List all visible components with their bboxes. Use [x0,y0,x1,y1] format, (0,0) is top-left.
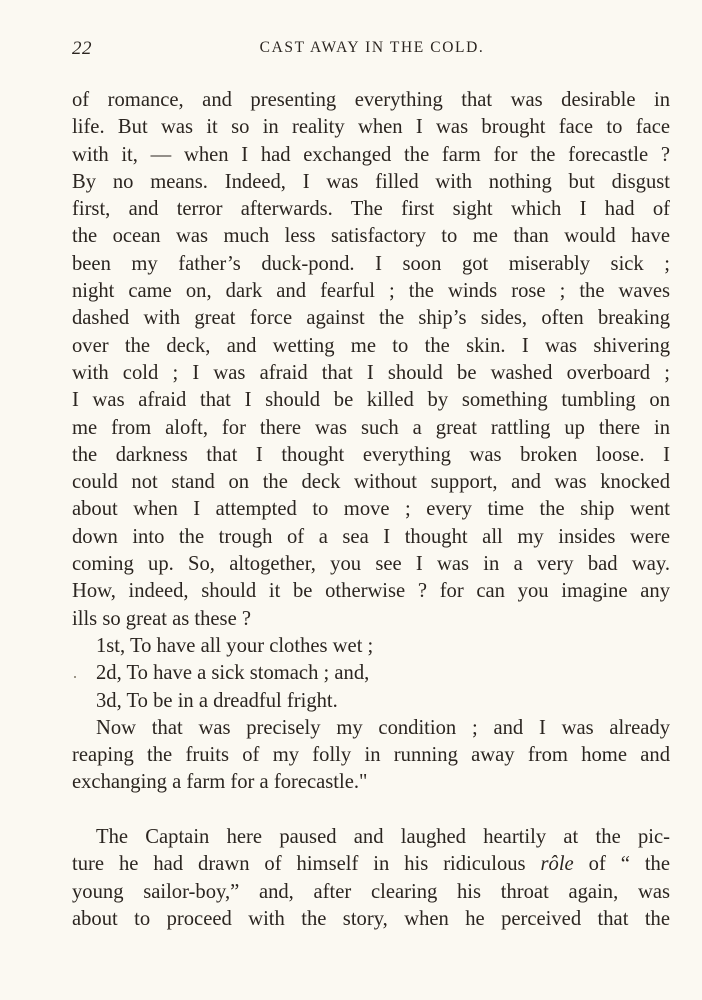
text-line: been my father’s duck-pond. I soon got miserably sick ; [72,252,670,275]
print-speck [74,676,76,678]
text-segment: ture he had drawn of himself in his ridiculous [72,853,541,876]
text-line: young sailor-boy,” and, after clearing his throat again, was [72,880,670,903]
text-line: I was afraid that I should be killed by something tumbling on [72,389,670,412]
text-line: Now that was precisely my condition ; and I was already [96,716,670,739]
text-line [72,851,670,878]
text-line: dashed with great force against the ship’s sides, often breaking [72,307,670,330]
text-line: with cold ; I was afraid that I should be washed overboard ; [72,361,670,384]
text-line: of romance, and presenting everything that was desirable in [72,89,670,111]
text-segment: of “ the [573,853,670,876]
text-line: exchanging a farm for a forecastle." [72,771,368,794]
text-line: could not stand on the deck without support, and was knocked [72,471,670,494]
text-line: The Captain here paused and laughed heartily at the pic- [96,826,670,848]
text-line: the darkness that I thought everything was broken loose. I [72,443,670,466]
text-line: coming up. So, altogether, you see I was in a very bad way. [72,553,670,576]
list-item: 3d, To be in a dreadful fright. [96,689,338,712]
body-text-upper [72,87,670,797]
italic-word: rôle [540,853,574,876]
list-item: 2d, To have a sick stomach ; and, [96,662,370,685]
text-line: me from aloft, for there was such a great rattling up there in [72,416,670,439]
paragraph [72,824,670,933]
text-line: first, and terror afterwards. The first sight which I had of [72,198,670,221]
text-line: ills so great as these ? [72,607,251,630]
body-text-lower [72,824,670,933]
text-line: By no means. Indeed, I was filled with nothing but disgust [72,170,670,193]
paragraph [72,87,670,633]
paragraph [72,715,670,797]
text-line: How, indeed, should it be otherwise ? for can you imagine any [72,580,670,603]
text-line: about to proceed with the story, when he perceived that the [72,907,670,930]
running-title: CAST AWAY IN THE COLD. [259,39,485,56]
text-line: over the deck, and wetting me to the skin. I was shivering [72,334,670,357]
text-line: the ocean was much less satisfactory to me than would have [72,225,670,248]
text-line: night came on, dark and fearful ; the winds rose ; the waves [72,280,670,303]
page-header [72,38,672,62]
list-item: 1st, To have all your clothes wet ; [96,634,374,657]
text-line: reaping the fruits of my folly in running away from home and [72,744,670,767]
text-line: about when I attempted to move ; every time the ship went [72,498,670,521]
text-line: with it, — when I had exchanged the farm for the forecastle ? [72,143,670,166]
page-number: 22 [72,38,92,59]
text-line: life. But was it so in reality when I was brought face to face [72,116,670,139]
text-line: down into the trough of a sea I thought all my insides were [72,525,670,548]
numbered-list [72,633,670,715]
